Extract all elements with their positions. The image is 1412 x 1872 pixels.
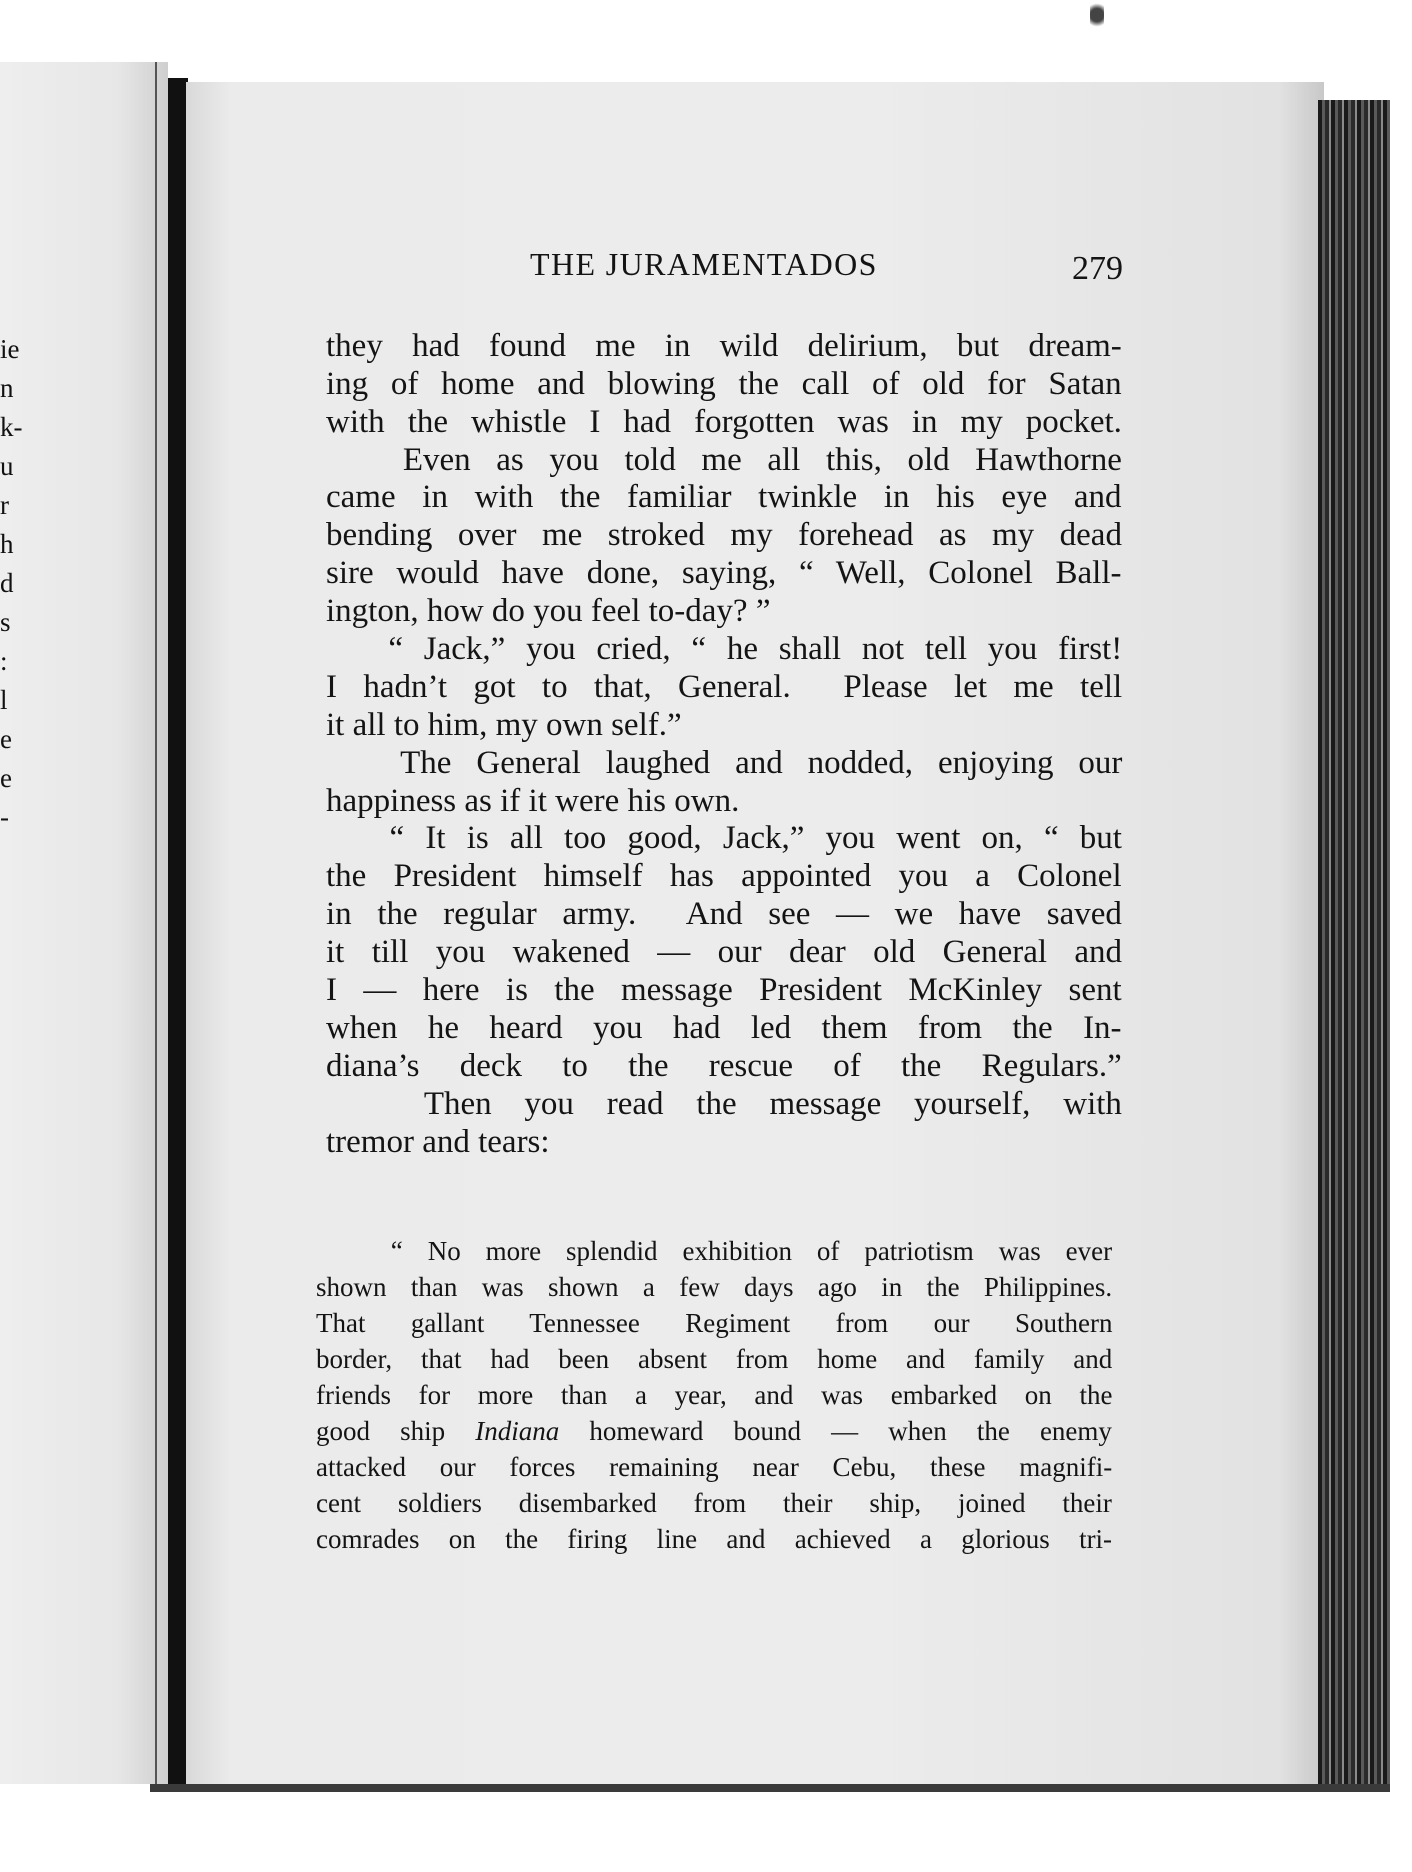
quote-line: border, that had been absent from home and family and [316,1344,1113,1374]
quote-line: That gallant Tennessee Regiment from our Southern [316,1308,1113,1338]
left-fragment: l [0,685,8,715]
body-line: bending over me stroked my forehead as my dead [326,517,1122,553]
body-line: I — here is the message President McKinley sent [326,972,1122,1008]
ink-blot [1090,0,1104,30]
left-fragment: n [0,373,14,403]
body-line: ington, how do you feel to-day? ” [326,593,771,629]
body-line: I hadn’t got to that, General. Please let me tell [326,669,1123,705]
quote-line: good ship Indiana homeward bound — when the enemy [316,1416,1112,1446]
left-fragment: - [0,802,9,832]
quote-line: cent soldiers disembarked from their ship, joined their [316,1488,1112,1518]
body-line: sire would have done, saying, “ Well, Colonel Ball- [326,555,1122,591]
left-facing-page [0,62,168,1784]
body-line: happiness as if it were his own. [326,783,740,819]
body-line: when he heard you had led them from the In- [326,1010,1122,1046]
quote-line: friends for more than a year, and was embarked on the [316,1380,1113,1410]
left-page-text-fragments [0,330,30,837]
left-fragment: u [0,451,14,481]
left-fragment: d [0,568,14,598]
left-fragment: s [0,607,11,637]
left-fragment: e [0,724,12,754]
body-line: they had found me in wild delirium, but dream- [326,328,1122,364]
body-line: it all to him, my own self.” [326,707,682,743]
left-fragment: : [0,646,8,676]
body-line: ing of home and blowing the call of old for Satan [326,366,1122,402]
body-line: “ It is all too good, Jack,” you went on, “ but [326,820,1122,856]
left-fragment: ie [0,334,20,364]
page-number: 279 [1072,250,1123,287]
quote-line: “ No more splendid exhibition of patriotism was ever [316,1236,1113,1266]
body-line: The General laughed and nodded, enjoying our [326,745,1123,781]
left-fragment: e [0,763,12,793]
page-bottom-shadow [150,1784,1390,1792]
book-spine [168,78,188,1788]
page-edges [1318,100,1390,1790]
quote-line: comrades on the firing line and achieved a glorious tri- [316,1524,1113,1554]
body-line: diana’s deck to the rescue of the Regulars.” [326,1048,1122,1084]
left-page-gutter-line [155,62,157,1784]
left-fragment: h [0,529,14,559]
body-line: Then you read the message yourself, with [326,1086,1122,1122]
left-fragment: r [0,490,9,520]
quote-line: shown than was shown a few days ago in the Philippines. [316,1272,1113,1302]
body-line: tremor and tears: [326,1124,550,1160]
body-line: the President himself has appointed you a Colonel [326,858,1122,894]
body-line: “ Jack,” you cried, “ he shall not tell you first! [326,631,1123,667]
body-line: in the regular army. And see — we have saved [326,896,1122,932]
body-line: Even as you told me all this, old Hawthorne [326,442,1122,478]
ship-name: Indiana [475,1416,560,1446]
quote-line: attacked our forces remaining near Cebu, these magnifi- [316,1452,1113,1482]
left-fragment: k- [0,412,23,442]
body-line: with the whistle I had forgotten was in my pocket. [326,404,1122,440]
body-line: came in with the familiar twinkle in his eye and [326,479,1122,515]
body-line: it till you wakened — our dear old General and [326,934,1123,970]
running-head: THE JURAMENTADOS [530,246,878,282]
